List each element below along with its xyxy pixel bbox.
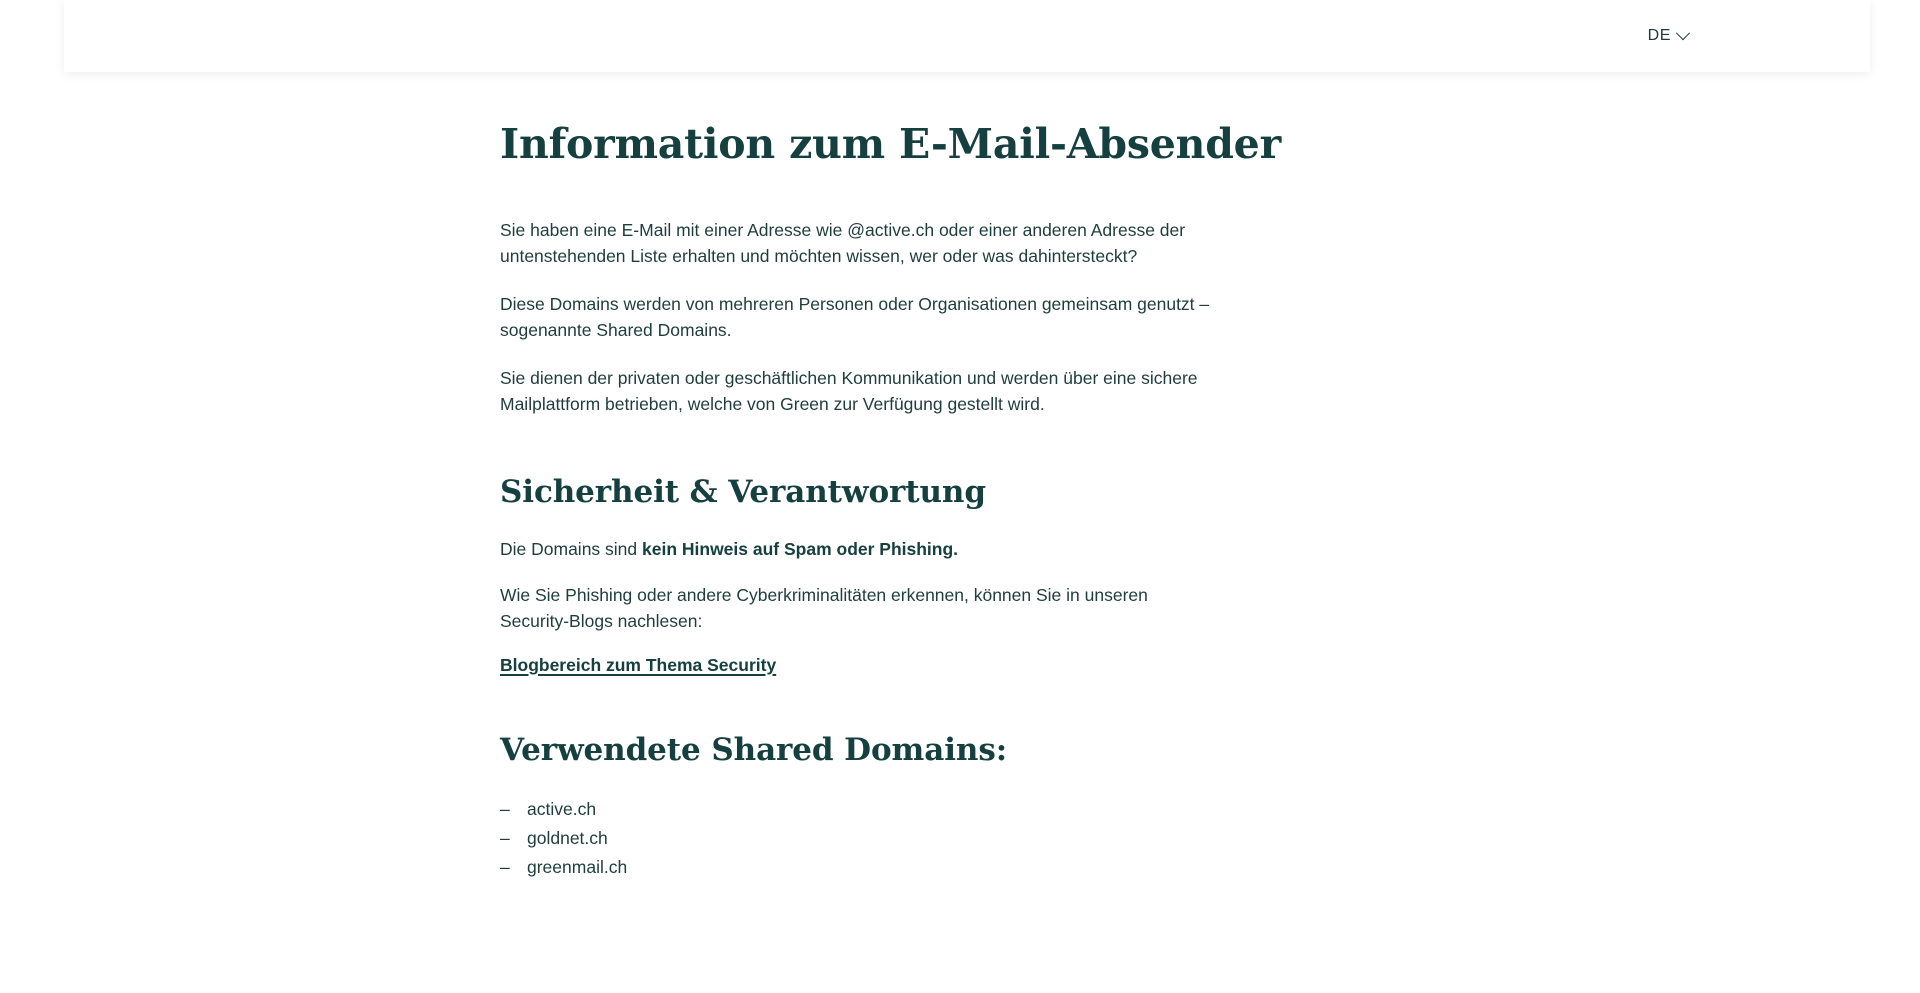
list-bullet: – xyxy=(500,827,510,848)
spacer xyxy=(500,676,1380,732)
intro-paragraph-3: Sie dienen der privaten oder geschäftlichen Kommunikation und werden über eine sichere Mailplattform betrieben, welche von Green zur Verfügung gestellt wird. xyxy=(500,367,1198,414)
security-section-heading: Sicherheit & Verantwortung xyxy=(500,473,986,510)
site-header xyxy=(64,0,1870,72)
intro-paragraph-2: Diese Domains werden von mehreren Personen oder Organisationen gemeinsam genutzt – sogenannte Shared Domains. xyxy=(500,294,1210,341)
language-selector[interactable] xyxy=(1644,21,1692,51)
security-line-1 xyxy=(500,537,1200,563)
page-title: Information zum E-Mail-Absender xyxy=(500,120,1281,168)
shared-domains-list xyxy=(500,795,1380,882)
spacer xyxy=(500,168,1380,218)
main-content xyxy=(0,72,1920,882)
intro-paragraph-1: Sie haben eine E-Mail mit einer Adresse wie @active.ch oder einer anderen Adresse der untenstehenden Liste erhalten und möchten wissen, wer oder was dahintersteckt? xyxy=(500,220,1186,267)
security-blog-link[interactable]: Blogbereich zum Thema Security xyxy=(500,654,777,675)
list-item xyxy=(500,824,1380,853)
security-line-2: Wie Sie Phishing oder andere Cyberkriminalitäten erkennen, können Sie in unseren Security-Blogs nachlesen: xyxy=(500,584,1148,631)
security-line-1-strong: kein Hinweis auf Spam oder Phishing. xyxy=(642,538,959,559)
security-line-1-prefix: Die Domains sind xyxy=(500,538,642,559)
spacer xyxy=(500,270,1380,292)
language-selector-label: DE xyxy=(1647,27,1671,44)
spacer xyxy=(500,563,1380,583)
spacer xyxy=(500,635,1380,655)
list-item-label: greenmail.ch xyxy=(527,857,628,878)
domains-section-heading: Verwendete Shared Domains: xyxy=(500,731,1008,768)
list-item xyxy=(500,853,1380,882)
list-item-label: goldnet.ch xyxy=(527,827,608,848)
chevron-down-icon xyxy=(1676,26,1690,40)
spacer xyxy=(500,511,1380,537)
spacer xyxy=(500,344,1380,366)
list-bullet: – xyxy=(500,857,510,878)
list-item-label: active.ch xyxy=(527,798,597,819)
spacer xyxy=(500,769,1380,795)
list-bullet: – xyxy=(500,798,510,819)
list-item xyxy=(500,795,1380,824)
spacer xyxy=(500,418,1380,474)
